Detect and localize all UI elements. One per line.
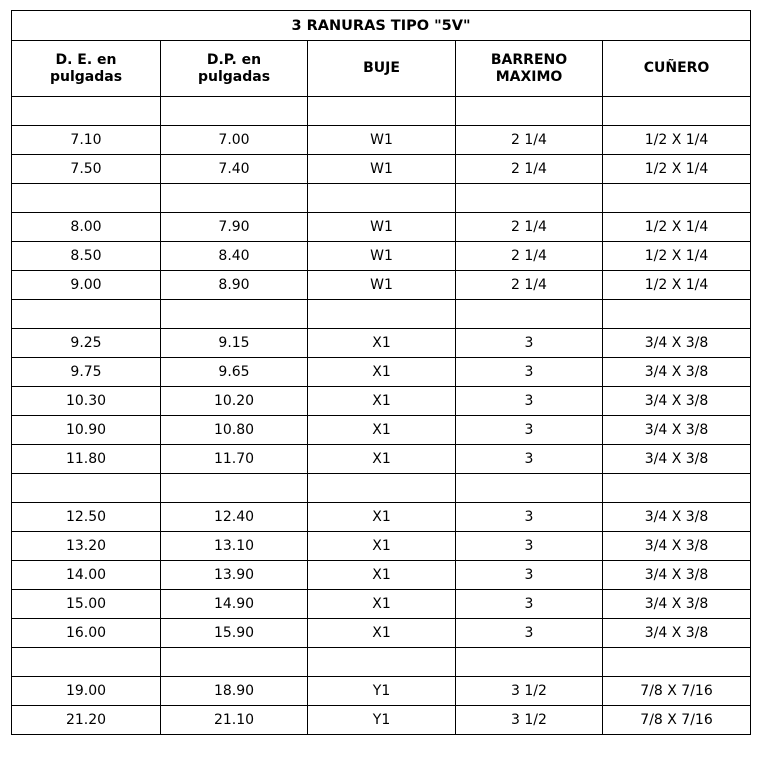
cell-barreno: 2 1/4 [456, 213, 603, 242]
cell-buje: X1 [308, 561, 456, 590]
spacer-row [12, 474, 751, 503]
cell-buje: W1 [308, 213, 456, 242]
cell-dp: 7.00 [161, 126, 308, 155]
header-de [12, 41, 161, 97]
cell-de [12, 300, 161, 329]
cell-dp [161, 474, 308, 503]
cell-de [12, 97, 161, 126]
cell-barreno: 3 1/2 [456, 677, 603, 706]
table-row [12, 532, 751, 561]
cell-cunero: 3/4 X 3/8 [603, 532, 751, 561]
cell-buje: X1 [308, 416, 456, 445]
cell-de [12, 648, 161, 677]
cell-buje: X1 [308, 329, 456, 358]
table-row [12, 706, 751, 735]
cell-cunero [603, 648, 751, 677]
cell-buje [308, 97, 456, 126]
table-title: 3 RANURAS TIPO "5V" [12, 11, 751, 41]
cell-cunero [603, 97, 751, 126]
cell-de: 16.00 [12, 619, 161, 648]
cell-cunero [603, 184, 751, 213]
cell-de: 13.20 [12, 532, 161, 561]
cell-de [12, 184, 161, 213]
cell-de: 7.10 [12, 126, 161, 155]
cell-buje: W1 [308, 242, 456, 271]
cell-de: 7.50 [12, 155, 161, 184]
cell-cunero: 1/2 X 1/4 [603, 242, 751, 271]
cell-barreno: 2 1/4 [456, 242, 603, 271]
cell-de: 14.00 [12, 561, 161, 590]
cell-dp: 13.90 [161, 561, 308, 590]
cell-barreno [456, 648, 603, 677]
cell-buje: Y1 [308, 677, 456, 706]
cell-buje [308, 300, 456, 329]
cell-cunero: 1/2 X 1/4 [603, 126, 751, 155]
cell-de: 8.50 [12, 242, 161, 271]
cell-cunero: 7/8 X 7/16 [603, 706, 751, 735]
header-dp [161, 41, 308, 97]
header-barreno [456, 41, 603, 97]
table-row [12, 155, 751, 184]
header-buje [308, 41, 456, 97]
cell-cunero [603, 474, 751, 503]
cell-buje [308, 184, 456, 213]
cell-dp: 8.40 [161, 242, 308, 271]
cell-barreno: 3 [456, 532, 603, 561]
cell-cunero: 3/4 X 3/8 [603, 561, 751, 590]
spacer-row [12, 648, 751, 677]
cell-de: 10.30 [12, 387, 161, 416]
cell-cunero: 3/4 X 3/8 [603, 619, 751, 648]
header-dp-line2: pulgadas [197, 68, 271, 85]
cell-de: 19.00 [12, 677, 161, 706]
cell-dp: 7.90 [161, 213, 308, 242]
cell-barreno [456, 474, 603, 503]
cell-de: 15.00 [12, 590, 161, 619]
cell-cunero: 1/2 X 1/4 [603, 213, 751, 242]
cell-dp: 8.90 [161, 271, 308, 300]
header-dp-line1: D.P. en [206, 51, 262, 68]
cell-de: 21.20 [12, 706, 161, 735]
cell-buje: W1 [308, 126, 456, 155]
cell-de: 11.80 [12, 445, 161, 474]
table-row [12, 561, 751, 590]
cell-dp: 9.65 [161, 358, 308, 387]
cell-buje: W1 [308, 271, 456, 300]
cell-dp: 10.80 [161, 416, 308, 445]
cell-de: 8.00 [12, 213, 161, 242]
header-barreno-line2: MAXIMO [495, 68, 563, 85]
header-cunero [603, 41, 751, 97]
cell-barreno: 3 1/2 [456, 706, 603, 735]
table-row [12, 619, 751, 648]
cell-cunero: 1/2 X 1/4 [603, 155, 751, 184]
spacer-row [12, 184, 751, 213]
cell-barreno: 3 [456, 329, 603, 358]
cell-barreno: 2 1/4 [456, 126, 603, 155]
cell-dp [161, 184, 308, 213]
cell-buje: X1 [308, 445, 456, 474]
cell-barreno: 3 [456, 416, 603, 445]
cell-dp: 12.40 [161, 503, 308, 532]
cell-dp [161, 97, 308, 126]
table-row [12, 242, 751, 271]
cell-cunero [603, 300, 751, 329]
cell-buje [308, 474, 456, 503]
cell-buje: X1 [308, 590, 456, 619]
cell-cunero: 3/4 X 3/8 [603, 590, 751, 619]
table-body [12, 97, 751, 735]
cell-barreno: 3 [456, 445, 603, 474]
table-row [12, 677, 751, 706]
cell-buje: X1 [308, 387, 456, 416]
spacer-row [12, 97, 751, 126]
table-row [12, 329, 751, 358]
cell-de: 10.90 [12, 416, 161, 445]
table-row [12, 387, 751, 416]
table-row [12, 271, 751, 300]
cell-de: 9.75 [12, 358, 161, 387]
cell-dp [161, 648, 308, 677]
cell-barreno: 3 [456, 590, 603, 619]
cell-cunero: 3/4 X 3/8 [603, 503, 751, 532]
cell-dp: 21.10 [161, 706, 308, 735]
cell-de [12, 474, 161, 503]
table-row [12, 590, 751, 619]
cell-barreno [456, 184, 603, 213]
cell-dp: 7.40 [161, 155, 308, 184]
cell-barreno: 3 [456, 387, 603, 416]
header-barreno-line1: BARRENO [490, 51, 568, 68]
cell-buje: W1 [308, 155, 456, 184]
cell-cunero: 3/4 X 3/8 [603, 416, 751, 445]
cell-barreno [456, 300, 603, 329]
cell-cunero: 3/4 X 3/8 [603, 329, 751, 358]
cell-de: 9.00 [12, 271, 161, 300]
table-row [12, 213, 751, 242]
cell-cunero: 3/4 X 3/8 [603, 387, 751, 416]
cell-de: 12.50 [12, 503, 161, 532]
table-row [12, 358, 751, 387]
cell-cunero: 3/4 X 3/8 [603, 445, 751, 474]
table-row [12, 503, 751, 532]
cell-barreno: 3 [456, 503, 603, 532]
cell-buje: X1 [308, 503, 456, 532]
cell-dp: 11.70 [161, 445, 308, 474]
header-cunero-line1: CUÑERO [643, 60, 710, 76]
cell-buje: Y1 [308, 706, 456, 735]
table-row [12, 445, 751, 474]
cell-buje: X1 [308, 358, 456, 387]
cell-dp: 10.20 [161, 387, 308, 416]
cell-de: 9.25 [12, 329, 161, 358]
cell-buje [308, 648, 456, 677]
cell-dp: 15.90 [161, 619, 308, 648]
spacer-row [12, 300, 751, 329]
cell-dp [161, 300, 308, 329]
cell-barreno: 2 1/4 [456, 155, 603, 184]
cell-barreno [456, 97, 603, 126]
cell-barreno: 3 [456, 358, 603, 387]
cell-cunero: 7/8 X 7/16 [603, 677, 751, 706]
cell-cunero: 1/2 X 1/4 [603, 271, 751, 300]
table-row [12, 416, 751, 445]
cell-buje: X1 [308, 619, 456, 648]
cell-dp: 9.15 [161, 329, 308, 358]
cell-barreno: 2 1/4 [456, 271, 603, 300]
cell-dp: 13.10 [161, 532, 308, 561]
cell-barreno: 3 [456, 619, 603, 648]
cell-barreno: 3 [456, 561, 603, 590]
cell-buje: X1 [308, 532, 456, 561]
cell-cunero: 3/4 X 3/8 [603, 358, 751, 387]
cell-dp: 18.90 [161, 677, 308, 706]
table-row [12, 126, 751, 155]
header-de-line2: pulgadas [49, 68, 123, 85]
pulley-spec-table [11, 10, 751, 735]
header-buje-line1: BUJE [363, 60, 400, 76]
header-de-line1: D. E. en [55, 51, 117, 68]
cell-dp: 14.90 [161, 590, 308, 619]
